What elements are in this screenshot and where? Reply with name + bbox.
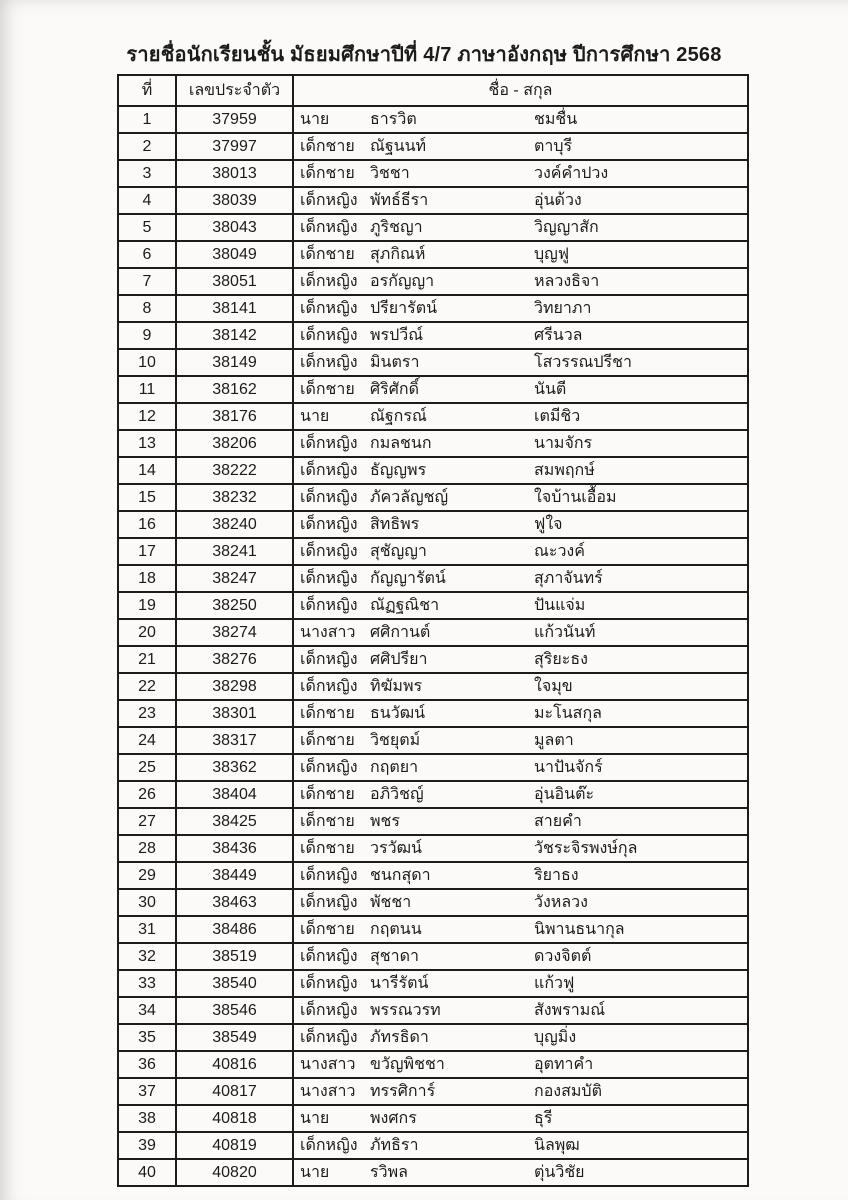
table-row <box>118 808 748 835</box>
first-name: ชนกสุดา <box>370 867 431 884</box>
row-number: 25 <box>118 754 176 781</box>
first-name: ธารวิต <box>370 111 417 128</box>
name-prefix: เด็กหญิง <box>300 516 358 533</box>
name-prefix: เด็กหญิง <box>300 597 358 614</box>
row-number: 22 <box>118 673 176 700</box>
table-row <box>118 970 748 997</box>
table-row <box>118 322 748 349</box>
last-name: สุภาจันทร์ <box>534 570 603 587</box>
first-name: ศศิปรียา <box>370 651 428 668</box>
student-id: 38463 <box>176 889 293 916</box>
student-id: 38546 <box>176 997 293 1024</box>
table-row <box>118 646 748 673</box>
table-row <box>118 403 748 430</box>
student-table-body <box>118 106 748 1186</box>
table-row <box>118 214 748 241</box>
last-name: ริยาธง <box>534 867 579 884</box>
row-number: 37 <box>118 1078 176 1105</box>
first-name: รวิพล <box>370 1164 408 1181</box>
student-id: 38039 <box>176 187 293 214</box>
page-title: รายชื่อนักเรียนชั้น มัธยมศึกษาปีที่ 4/7 ภาษาอังกฤษ ปีการศึกษา 2568 <box>126 44 722 66</box>
last-name: วังหลวง <box>534 894 588 911</box>
table-row <box>118 1051 748 1078</box>
table-row <box>118 187 748 214</box>
table-row <box>118 241 748 268</box>
last-name: ณะวงค์ <box>534 543 585 560</box>
row-number: 13 <box>118 430 176 457</box>
table-row <box>118 754 748 781</box>
row-number: 9 <box>118 322 176 349</box>
table-row <box>118 376 748 403</box>
row-number: 21 <box>118 646 176 673</box>
header-no: ที่ <box>118 75 176 106</box>
student-name <box>293 835 748 862</box>
row-number: 34 <box>118 997 176 1024</box>
table-row <box>118 1132 748 1159</box>
last-name: ใจบ้านเอื้อม <box>534 489 617 506</box>
student-name <box>293 295 748 322</box>
last-name: นาปันจักร์ <box>534 759 603 776</box>
student-id: 40820 <box>176 1159 293 1186</box>
student-name <box>293 646 748 673</box>
student-id: 38276 <box>176 646 293 673</box>
student-id: 38317 <box>176 727 293 754</box>
table-row <box>118 592 748 619</box>
student-name <box>293 457 748 484</box>
name-prefix: เด็กหญิง <box>300 948 358 965</box>
student-roster-table <box>117 74 749 1187</box>
row-number: 29 <box>118 862 176 889</box>
first-name: ณัฐกรณ์ <box>370 408 427 425</box>
table-row <box>118 700 748 727</box>
student-id: 38176 <box>176 403 293 430</box>
table-row <box>118 106 748 133</box>
table-row <box>118 835 748 862</box>
student-id: 38142 <box>176 322 293 349</box>
table-row <box>118 538 748 565</box>
name-prefix: เด็กชาย <box>300 732 355 749</box>
name-prefix: เด็กชาย <box>300 705 355 722</box>
student-name <box>293 997 748 1024</box>
row-number: 4 <box>118 187 176 214</box>
first-name: พชร <box>370 813 400 830</box>
last-name: ตุ่นวิชัย <box>534 1164 585 1181</box>
student-id: 38425 <box>176 808 293 835</box>
row-number: 40 <box>118 1159 176 1186</box>
first-name: วิชยุตม์ <box>370 732 421 749</box>
name-prefix: เด็กหญิง <box>300 462 358 479</box>
last-name: นามจักร <box>534 435 593 452</box>
student-name <box>293 592 748 619</box>
row-number: 26 <box>118 781 176 808</box>
table-row <box>118 1105 748 1132</box>
table-row <box>118 889 748 916</box>
last-name: สมพฤกษ์ <box>534 462 595 479</box>
first-name: มินตรา <box>370 354 420 371</box>
table-row <box>118 1078 748 1105</box>
student-id: 38519 <box>176 943 293 970</box>
first-name: ขวัญพิชชา <box>370 1056 445 1073</box>
last-name: ฟูใจ <box>534 516 563 533</box>
student-id: 38141 <box>176 295 293 322</box>
student-id: 38051 <box>176 268 293 295</box>
student-name <box>293 538 748 565</box>
student-id: 38162 <box>176 376 293 403</box>
row-number: 19 <box>118 592 176 619</box>
first-name: ภัทธิรา <box>370 1137 419 1154</box>
student-name <box>293 1024 748 1051</box>
student-name <box>293 1078 748 1105</box>
last-name: ใจมุข <box>534 678 573 695</box>
student-name <box>293 781 748 808</box>
last-name: หลวงธิจา <box>534 273 600 290</box>
first-name: ณัฐนนท์ <box>370 138 427 155</box>
first-name: ธัญญพร <box>370 462 427 479</box>
student-id: 38362 <box>176 754 293 781</box>
first-name: อภิวิชญ์ <box>370 786 424 803</box>
first-name: ภัควลัญชญ์ <box>370 489 449 506</box>
name-prefix: เด็กหญิง <box>300 219 358 236</box>
last-name: วัชระจิรพงษ์กุล <box>534 840 638 857</box>
last-name: บุญมิ่ง <box>534 1029 577 1046</box>
student-id: 38232 <box>176 484 293 511</box>
first-name: กมลชนก <box>370 435 432 452</box>
last-name: อุตทาคำ <box>534 1056 594 1073</box>
last-name: วิญญาสัก <box>534 219 599 236</box>
student-id: 38013 <box>176 160 293 187</box>
student-id: 38274 <box>176 619 293 646</box>
first-name: วรวัฒน์ <box>370 840 422 857</box>
name-prefix: นาย <box>300 1164 330 1181</box>
row-number: 39 <box>118 1132 176 1159</box>
last-name: โสวรรณปรีชา <box>534 354 632 371</box>
row-number: 23 <box>118 700 176 727</box>
first-name: พรปวีณ์ <box>370 327 424 344</box>
student-id: 40816 <box>176 1051 293 1078</box>
student-id: 38436 <box>176 835 293 862</box>
name-prefix: เด็กชาย <box>300 246 355 263</box>
last-name: ธุรี <box>534 1110 553 1127</box>
table-row <box>118 997 748 1024</box>
first-name: พัชชา <box>370 894 412 911</box>
student-id: 37997 <box>176 133 293 160</box>
table-row <box>118 565 748 592</box>
name-prefix: เด็กหญิง <box>300 759 358 776</box>
first-name: ทรรศิการ์ <box>370 1083 436 1100</box>
first-name: สุชาดา <box>370 948 419 965</box>
student-name <box>293 376 748 403</box>
student-name <box>293 322 748 349</box>
first-name: วิชชา <box>370 165 410 182</box>
last-name: วิทยาภา <box>534 300 592 317</box>
first-name: ศศิกานต์ <box>370 624 431 641</box>
student-name <box>293 106 748 133</box>
last-name: แก้วนันท์ <box>534 624 596 641</box>
name-prefix: นาย <box>300 408 330 425</box>
first-name: ศิริศักดิ์ <box>370 381 419 398</box>
table-row <box>118 781 748 808</box>
name-prefix: เด็กหญิง <box>300 894 358 911</box>
student-name <box>293 268 748 295</box>
row-number: 18 <box>118 565 176 592</box>
table-row <box>118 133 748 160</box>
table-row <box>118 295 748 322</box>
student-id: 38298 <box>176 673 293 700</box>
student-id: 38247 <box>176 565 293 592</box>
table-row <box>118 1024 748 1051</box>
student-name <box>293 808 748 835</box>
student-name <box>293 1132 748 1159</box>
table-row <box>118 943 748 970</box>
table-row <box>118 862 748 889</box>
name-prefix: เด็กหญิง <box>300 678 358 695</box>
name-prefix: เด็กหญิง <box>300 273 358 290</box>
student-id: 38043 <box>176 214 293 241</box>
row-number: 31 <box>118 916 176 943</box>
row-number: 28 <box>118 835 176 862</box>
row-number: 30 <box>118 889 176 916</box>
first-name: กฤตยา <box>370 759 419 776</box>
name-prefix: เด็กหญิง <box>300 489 358 506</box>
student-id: 40818 <box>176 1105 293 1132</box>
student-id: 38222 <box>176 457 293 484</box>
first-name: อรกัญญา <box>370 273 435 290</box>
row-number: 6 <box>118 241 176 268</box>
student-name <box>293 241 748 268</box>
row-number: 36 <box>118 1051 176 1078</box>
name-prefix: เด็กหญิง <box>300 192 358 209</box>
name-prefix: เด็กชาย <box>300 165 355 182</box>
last-name: แก้วฟู <box>534 975 575 992</box>
first-name: ทิฆัมพร <box>370 678 423 695</box>
row-number: 15 <box>118 484 176 511</box>
name-prefix: เด็กชาย <box>300 840 355 857</box>
last-name: กองสมบัติ <box>534 1083 602 1100</box>
student-id: 40819 <box>176 1132 293 1159</box>
student-name <box>293 1159 748 1186</box>
student-id: 38404 <box>176 781 293 808</box>
last-name: มะโนสกุล <box>534 705 602 722</box>
student-name <box>293 160 748 187</box>
last-name: สังพรามณ์ <box>534 1002 606 1019</box>
name-prefix: เด็กหญิง <box>300 300 358 317</box>
student-name <box>293 349 748 376</box>
row-number: 11 <box>118 376 176 403</box>
student-name <box>293 403 748 430</box>
last-name: มูลตา <box>534 732 574 749</box>
name-prefix: เด็กชาย <box>300 786 355 803</box>
table-row <box>118 268 748 295</box>
student-id: 38240 <box>176 511 293 538</box>
student-name <box>293 727 748 754</box>
table-header-row <box>118 75 748 106</box>
row-number: 38 <box>118 1105 176 1132</box>
first-name: กัญญารัตน์ <box>370 570 446 587</box>
student-name <box>293 1051 748 1078</box>
name-prefix: เด็กหญิง <box>300 867 358 884</box>
name-prefix: นางสาว <box>300 1056 356 1073</box>
table-row <box>118 1159 748 1186</box>
name-prefix: เด็กหญิง <box>300 327 358 344</box>
row-number: 14 <box>118 457 176 484</box>
row-number: 17 <box>118 538 176 565</box>
table-row <box>118 511 748 538</box>
student-name <box>293 484 748 511</box>
student-name <box>293 754 748 781</box>
student-id: 38241 <box>176 538 293 565</box>
first-name: ปรียารัตน์ <box>370 300 438 317</box>
table-row <box>118 349 748 376</box>
first-name: สิทธิพร <box>370 516 420 533</box>
student-id: 38549 <box>176 1024 293 1051</box>
student-id: 38540 <box>176 970 293 997</box>
student-name <box>293 187 748 214</box>
row-number: 16 <box>118 511 176 538</box>
student-id: 38486 <box>176 916 293 943</box>
student-name <box>293 1105 748 1132</box>
name-prefix: เด็กหญิง <box>300 975 358 992</box>
student-name <box>293 430 748 457</box>
table-row <box>118 160 748 187</box>
student-id: 38149 <box>176 349 293 376</box>
name-prefix: เด็กหญิง <box>300 1002 358 1019</box>
last-name: นันตี <box>534 381 567 398</box>
name-prefix: นางสาว <box>300 1083 356 1100</box>
name-prefix: เด็กหญิง <box>300 570 358 587</box>
student-name <box>293 673 748 700</box>
first-name: ธนวัฒน์ <box>370 705 426 722</box>
row-number: 35 <box>118 1024 176 1051</box>
last-name: ศรีนวล <box>534 327 583 344</box>
last-name: วงค์คำปวง <box>534 165 609 182</box>
table-row <box>118 727 748 754</box>
last-name: เตมีชิว <box>534 408 581 425</box>
row-number: 33 <box>118 970 176 997</box>
row-number: 8 <box>118 295 176 322</box>
name-prefix: เด็กหญิง <box>300 354 358 371</box>
student-name <box>293 565 748 592</box>
row-number: 1 <box>118 106 176 133</box>
header-student-id: เลขประจำตัว <box>176 75 293 106</box>
name-prefix: นางสาว <box>300 624 356 641</box>
name-prefix: เด็กชาย <box>300 813 355 830</box>
student-name <box>293 214 748 241</box>
student-name <box>293 700 748 727</box>
first-name: ภัทรธิดา <box>370 1029 429 1046</box>
table-row <box>118 430 748 457</box>
table-row <box>118 619 748 646</box>
last-name: นิพานธนากุล <box>534 921 625 938</box>
name-prefix: เด็กหญิง <box>300 435 358 452</box>
student-id: 37959 <box>176 106 293 133</box>
last-name: ตาบุรี <box>534 138 573 155</box>
header-name: ชื่อ - สกุล <box>293 75 748 106</box>
name-prefix: เด็กหญิง <box>300 1137 358 1154</box>
last-name: นิลพุฒ <box>534 1137 580 1154</box>
last-name: ดวงจิตต์ <box>534 948 592 965</box>
table-row <box>118 457 748 484</box>
row-number: 10 <box>118 349 176 376</box>
last-name: อุ่นอินต๊ะ <box>534 786 595 803</box>
first-name: ภูริชญา <box>370 219 423 236</box>
student-name <box>293 970 748 997</box>
last-name: ชมชื่น <box>534 111 578 128</box>
last-name: ปันแจ่ม <box>534 597 586 614</box>
last-name: สุริยะธง <box>534 651 588 668</box>
last-name: บุญฟู <box>534 246 570 263</box>
first-name: ณัฏฐณิชา <box>370 597 440 614</box>
student-name <box>293 889 748 916</box>
student-name <box>293 862 748 889</box>
name-prefix: นาย <box>300 111 330 128</box>
first-name: พรรณวรท <box>370 1002 441 1019</box>
first-name: นารีรัตน์ <box>370 975 429 992</box>
table-row <box>118 673 748 700</box>
first-name: พัทธ์ธีรา <box>370 192 429 209</box>
first-name: สุชัญญา <box>370 543 427 560</box>
table-row <box>118 916 748 943</box>
student-name <box>293 943 748 970</box>
row-number: 27 <box>118 808 176 835</box>
name-prefix: เด็กชาย <box>300 921 355 938</box>
name-prefix: เด็กชาย <box>300 138 355 155</box>
student-id: 38449 <box>176 862 293 889</box>
student-name <box>293 511 748 538</box>
student-id: 38049 <box>176 241 293 268</box>
student-name <box>293 133 748 160</box>
name-prefix: เด็กชาย <box>300 381 355 398</box>
name-prefix: เด็กหญิง <box>300 543 358 560</box>
first-name: พงศกร <box>370 1110 417 1127</box>
student-name <box>293 916 748 943</box>
table-row <box>118 484 748 511</box>
row-number: 12 <box>118 403 176 430</box>
first-name: สุภกิณห์ <box>370 246 426 263</box>
name-prefix: เด็กหญิง <box>300 651 358 668</box>
row-number: 3 <box>118 160 176 187</box>
last-name: อุ่นด้วง <box>534 192 582 209</box>
row-number: 32 <box>118 943 176 970</box>
name-prefix: นาย <box>300 1110 330 1127</box>
student-id: 38250 <box>176 592 293 619</box>
student-id: 40817 <box>176 1078 293 1105</box>
row-number: 24 <box>118 727 176 754</box>
last-name: สายคำ <box>534 813 582 830</box>
student-id: 38206 <box>176 430 293 457</box>
student-name <box>293 619 748 646</box>
row-number: 2 <box>118 133 176 160</box>
row-number: 5 <box>118 214 176 241</box>
row-number: 7 <box>118 268 176 295</box>
row-number: 20 <box>118 619 176 646</box>
student-id: 38301 <box>176 700 293 727</box>
name-prefix: เด็กหญิง <box>300 1029 358 1046</box>
first-name: กฤตนน <box>370 921 422 938</box>
